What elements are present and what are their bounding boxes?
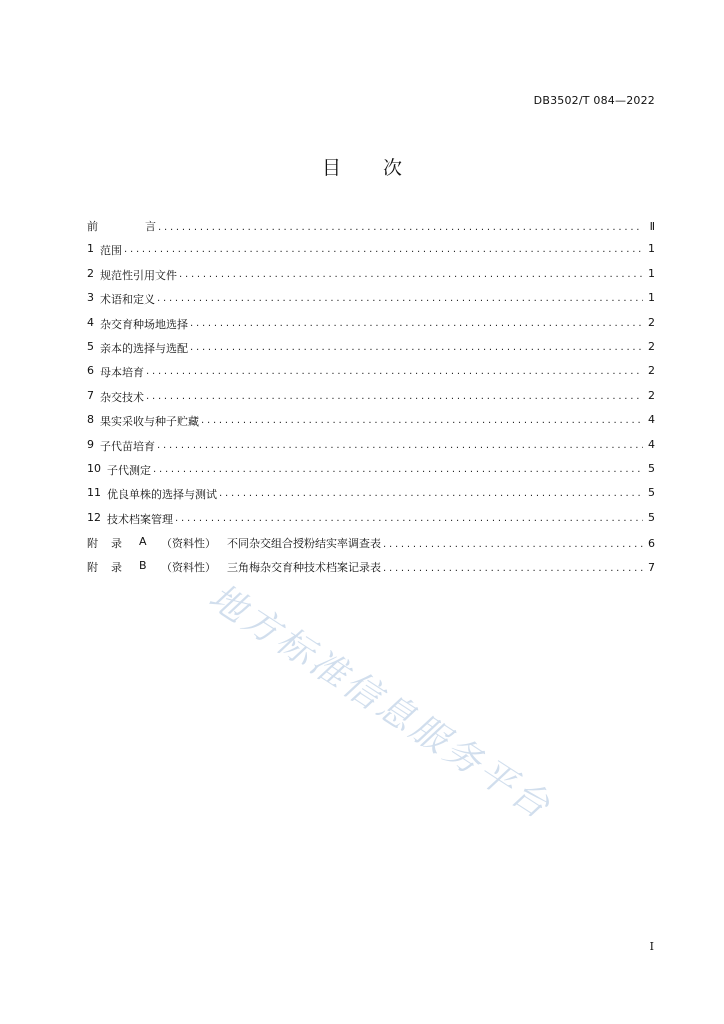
toc-entry-label xyxy=(87,486,217,502)
toc-entry-appendix-b[interactable] xyxy=(87,559,655,583)
appendix-prefix-fu: 附 xyxy=(87,561,98,575)
appendix-letter: A xyxy=(139,535,147,549)
toc-entry-page: 5 xyxy=(648,486,655,500)
watermark: 地方标准信息服务平台 xyxy=(201,576,560,829)
toc-entry-label xyxy=(87,511,173,527)
leader-dots xyxy=(158,222,643,233)
toc-entry[interactable] xyxy=(87,486,655,510)
toc-entry-number: 12 xyxy=(87,510,101,524)
toc-title xyxy=(0,153,724,180)
toc-entry-appendix-a[interactable] xyxy=(87,535,655,559)
toc-entry-text: 优良单株的选择与测试 xyxy=(107,488,217,502)
toc-entry-text: 范围 xyxy=(100,244,122,258)
appendix-prefix-lu: 录 xyxy=(111,537,122,551)
toc-entry-number: 8 xyxy=(87,413,94,427)
leader-dots xyxy=(201,415,643,426)
toc-entry-text: 杂交技术 xyxy=(100,390,144,404)
toc-entry-page: 2 xyxy=(648,315,655,329)
toc-entry-number: 4 xyxy=(87,315,94,329)
toc-entry-label xyxy=(87,364,144,380)
leader-dots xyxy=(383,563,643,574)
leader-dots xyxy=(219,488,643,499)
toc-entry[interactable] xyxy=(87,438,655,462)
toc-entry-page: Ⅱ xyxy=(649,220,655,233)
toc-entry-page: 1 xyxy=(648,242,655,256)
toc-entry-page: 6 xyxy=(648,537,655,551)
toc-entry-text: 规范性引用文件 xyxy=(100,268,177,282)
toc-entry-foreword[interactable] xyxy=(87,218,655,242)
page-number: I xyxy=(649,940,654,953)
toc-entry-label xyxy=(87,413,199,429)
toc-entry-page: 1 xyxy=(648,266,655,280)
toc-entry-page: 7 xyxy=(648,561,655,575)
appendix-nature: （资料性） xyxy=(161,537,216,551)
toc-entry[interactable] xyxy=(87,242,655,266)
toc-entry-page: 4 xyxy=(648,437,655,451)
appendix-title: 三角梅杂交育种技术档案记录表 xyxy=(227,561,381,575)
toc-entry-page: 2 xyxy=(648,339,655,353)
leader-dots xyxy=(124,244,643,255)
appendix-letter: B xyxy=(139,559,147,573)
leader-dots xyxy=(190,342,643,353)
toc-entry-text: 果实采收与种子贮藏 xyxy=(100,415,199,429)
appendix-title: 不同杂交组合授粉结实率调查表 xyxy=(227,537,381,551)
appendix-prefix-fu: 附 xyxy=(87,537,98,551)
toc-entry-label xyxy=(87,389,144,405)
toc-entry[interactable] xyxy=(87,267,655,291)
leader-dots xyxy=(179,269,643,280)
toc-title-char-1: 目 xyxy=(321,157,341,179)
toc-entry-text: 亲本的选择与选配 xyxy=(100,341,188,355)
toc-entry[interactable] xyxy=(87,364,655,388)
toc-entry-number: 1 xyxy=(87,242,94,256)
toc-entry-text: 母本培育 xyxy=(100,366,144,380)
toc-entry[interactable] xyxy=(87,291,655,315)
table-of-contents xyxy=(87,218,655,584)
toc-entry-page: 4 xyxy=(648,413,655,427)
toc-entry-number: 3 xyxy=(87,291,94,305)
toc-entry-label xyxy=(87,218,156,234)
toc-entry-number: 7 xyxy=(87,388,94,402)
toc-entry-page: 2 xyxy=(648,364,655,378)
toc-entry-label xyxy=(87,242,122,258)
toc-entry-page: 1 xyxy=(648,291,655,305)
toc-entry-number: 6 xyxy=(87,364,94,378)
toc-entry-text: 技术档案管理 xyxy=(107,512,173,526)
toc-entry-text: 杂交育种场地选择 xyxy=(100,317,188,331)
toc-entry-text: 子代苗培育 xyxy=(100,439,155,453)
leader-dots xyxy=(157,293,643,304)
leader-dots xyxy=(383,539,643,550)
document-code: DB3502/T 084—2022 xyxy=(533,94,655,107)
foreword-char-2: 言 xyxy=(145,220,156,233)
appendix-prefix-lu: 录 xyxy=(111,561,122,575)
toc-entry-label xyxy=(87,267,177,283)
toc-title-char-2: 次 xyxy=(383,157,403,179)
toc-entry-label xyxy=(87,535,381,551)
toc-entry[interactable] xyxy=(87,462,655,486)
toc-entry-number: 2 xyxy=(87,266,94,280)
toc-entry-number: 10 xyxy=(87,461,101,475)
toc-entry-number: 5 xyxy=(87,339,94,353)
toc-entry[interactable] xyxy=(87,511,655,535)
toc-entry-number: 11 xyxy=(87,486,101,500)
toc-entry-label xyxy=(87,340,188,356)
appendix-nature: （资料性） xyxy=(161,561,216,575)
leader-dots xyxy=(190,318,643,329)
toc-entry-label xyxy=(87,291,155,307)
toc-entry-label xyxy=(87,316,188,332)
toc-entry[interactable] xyxy=(87,316,655,340)
leader-dots xyxy=(146,366,643,377)
toc-entry-label xyxy=(87,462,151,478)
toc-entry[interactable] xyxy=(87,389,655,413)
leader-dots xyxy=(146,391,643,402)
toc-entry-page: 2 xyxy=(648,388,655,402)
toc-entry[interactable] xyxy=(87,413,655,437)
toc-entry-label xyxy=(87,438,155,454)
toc-entry[interactable] xyxy=(87,340,655,364)
toc-entry-page: 5 xyxy=(648,510,655,524)
leader-dots xyxy=(175,513,643,524)
toc-entry-number: 9 xyxy=(87,437,94,451)
toc-entry-text: 术语和定义 xyxy=(100,293,155,307)
foreword-char-1: 前 xyxy=(87,220,98,233)
toc-entry-page: 5 xyxy=(648,461,655,475)
leader-dots xyxy=(153,464,643,475)
leader-dots xyxy=(157,440,643,451)
toc-entry-text: 子代测定 xyxy=(107,463,151,477)
